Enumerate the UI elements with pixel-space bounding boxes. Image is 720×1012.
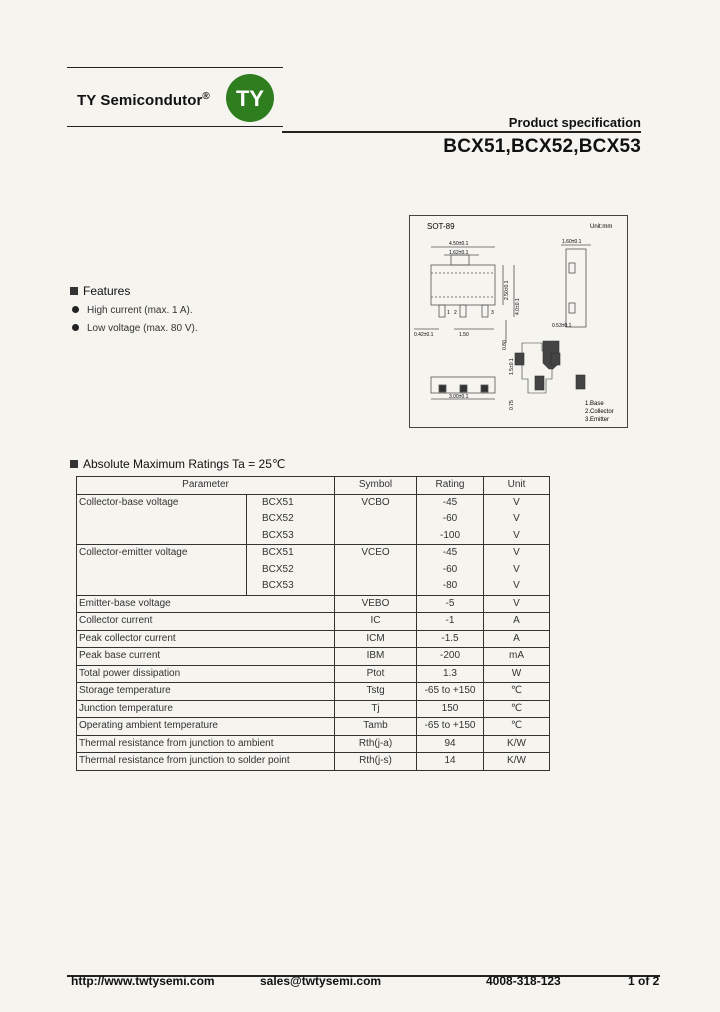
pin-label-3: 3 <box>491 310 494 316</box>
logo-text: TY <box>235 86 265 111</box>
pin-legend-base: 1.Base <box>585 401 604 407</box>
cell-subtype: BCX52 <box>247 562 335 579</box>
table-row <box>77 683 550 701</box>
cell-rating: -65 to +150 <box>417 683 484 701</box>
pin-legend-collector: 2.Collector <box>585 409 614 415</box>
cell-unit: mA <box>484 648 550 666</box>
header-rule-top <box>67 67 283 68</box>
cell-symbol: VEBO <box>335 595 417 613</box>
cell-subtype: BCX51 <box>247 545 335 562</box>
pin-legend-emitter: 3.Emitter <box>585 417 610 423</box>
ratings-heading: Absolute Maximum Ratings Ta = 25℃ <box>70 457 285 471</box>
cell-unit: V <box>484 494 550 511</box>
company-logo <box>225 73 275 123</box>
cell-symbol: Ptot <box>335 665 417 683</box>
footer-website-link[interactable]: http://www.twtysemi.com <box>71 974 215 988</box>
cell-subtype: BCX53 <box>247 528 335 545</box>
cell-rating: -1 <box>417 613 484 631</box>
table-row <box>77 648 550 666</box>
cell-subtype: BCX53 <box>247 578 335 595</box>
cell-rating: 150 <box>417 700 484 718</box>
table-row <box>77 753 550 771</box>
cell-rating: 14 <box>417 753 484 771</box>
spec-label: Product specification <box>508 115 641 130</box>
package-outline-drawing <box>409 215 628 428</box>
header-rule-bottom <box>67 126 283 127</box>
feature-item: High current (max. 1 A). <box>72 305 193 316</box>
cell-parameter: Peak base current <box>77 648 335 666</box>
cell-parameter: Total power dissipation <box>77 665 335 683</box>
cell-unit: K/W <box>484 753 550 771</box>
dim-lead-pitch: 1.50 <box>459 332 469 338</box>
registered-mark: ® <box>202 91 210 102</box>
cell-symbol: Rth(j-s) <box>335 753 417 771</box>
cell-parameter: Junction temperature <box>77 700 335 718</box>
table-row <box>77 735 550 753</box>
cell-symbol: IBM <box>335 648 417 666</box>
cell-rating: -5 <box>417 595 484 613</box>
cell-unit: ℃ <box>484 700 550 718</box>
cell-unit: K/W <box>484 735 550 753</box>
dim-thickness: 0.53±0.1 <box>552 323 572 329</box>
pin-label-2: 2 <box>454 310 457 316</box>
cell-symbol: Tstg <box>335 683 417 701</box>
header-parameter: Parameter <box>77 477 335 495</box>
dim-h3: 0.80 <box>502 340 508 350</box>
table-row <box>77 595 550 613</box>
cell-subtype: BCX52 <box>247 511 335 528</box>
cell-symbol: Rth(j-a) <box>335 735 417 753</box>
cell-rating: -65 to +150 <box>417 718 484 736</box>
absolute-maximum-ratings-table <box>76 476 550 771</box>
cell-parameter: Operating ambient temperature <box>77 718 335 736</box>
package-units: Unit:mm <box>590 224 613 230</box>
cell-rating: -100 <box>417 528 484 545</box>
cell-unit: W <box>484 665 550 683</box>
dim-h5: 0.75 <box>509 400 515 410</box>
dim-span: 3.00±0.1 <box>449 394 469 400</box>
cell-rating: -60 <box>417 562 484 579</box>
cell-rating: 1.3 <box>417 665 484 683</box>
cell-unit: V <box>484 562 550 579</box>
part-numbers: BCX51,BCX52,BCX53 <box>443 136 641 157</box>
cell-symbol: VCBO <box>335 494 417 545</box>
feature-item: Low voltage (max. 80 V). <box>72 323 198 334</box>
square-bullet-icon <box>70 287 78 295</box>
cell-subtype: BCX51 <box>247 494 335 511</box>
table-header-row <box>77 477 550 495</box>
cell-parameter: Collector current <box>77 613 335 631</box>
cell-unit: ℃ <box>484 718 550 736</box>
bullet-icon <box>72 324 79 331</box>
table-row <box>77 545 550 562</box>
features-heading: Features <box>70 284 130 298</box>
footer-phone: 4008-318-123 <box>486 974 561 988</box>
cell-parameter: Peak collector current <box>77 630 335 648</box>
cell-symbol: ICM <box>335 630 417 648</box>
header-rating: Rating <box>417 477 484 495</box>
cell-rating: -80 <box>417 578 484 595</box>
cell-unit: A <box>484 613 550 631</box>
cell-parameter: Storage temperature <box>77 683 335 701</box>
dim-tab-length: 1.62±0.1 <box>449 250 469 256</box>
cell-symbol: IC <box>335 613 417 631</box>
dim-h2: 4.0±0.1 <box>515 298 521 315</box>
cell-rating: -60 <box>417 511 484 528</box>
package-name: SOT-89 <box>427 222 455 231</box>
cell-rating: -45 <box>417 494 484 511</box>
cell-symbol: Tamb <box>335 718 417 736</box>
company-name: TY Semicondutor® <box>77 91 210 109</box>
cell-unit: A <box>484 630 550 648</box>
table-row <box>77 700 550 718</box>
cell-unit: V <box>484 595 550 613</box>
cell-parameter: Emitter-base voltage <box>77 595 335 613</box>
table-row <box>77 494 550 511</box>
cell-parameter: Thermal resistance from junction to solder point <box>77 753 335 771</box>
dim-h4: 1.5±0.1 <box>509 358 515 375</box>
dim-body-length: 4.50±0.1 <box>449 241 469 247</box>
table-row <box>77 630 550 648</box>
cell-rating: -200 <box>417 648 484 666</box>
dim-lead-width: 0.42±0.1 <box>414 332 434 338</box>
cell-unit: V <box>484 545 550 562</box>
cell-symbol: Tj <box>335 700 417 718</box>
dim-height: 1.60±0.1 <box>562 239 582 245</box>
cell-rating: 94 <box>417 735 484 753</box>
cell-unit: ℃ <box>484 683 550 701</box>
table-row <box>77 665 550 683</box>
table-row <box>77 718 550 736</box>
cell-parameter: Thermal resistance from junction to ambient <box>77 735 335 753</box>
cell-unit: V <box>484 511 550 528</box>
table-row <box>77 613 550 631</box>
dim-h1: 2.50±0.1 <box>504 280 510 300</box>
cell-rating: -1.5 <box>417 630 484 648</box>
cell-parameter: Collector-base voltage <box>77 494 247 545</box>
cell-symbol: VCEO <box>335 545 417 596</box>
square-bullet-icon <box>70 460 78 468</box>
header-rule-long <box>282 131 641 133</box>
header-symbol: Symbol <box>335 477 417 495</box>
cell-rating: -45 <box>417 545 484 562</box>
cell-unit: V <box>484 528 550 545</box>
footer-email-link[interactable]: sales@twtysemi.com <box>260 974 382 988</box>
header-unit: Unit <box>484 477 550 495</box>
cell-parameter: Collector-emitter voltage <box>77 545 247 596</box>
footer-page-number: 1 of 2 <box>628 974 660 988</box>
cell-unit: V <box>484 578 550 595</box>
bullet-icon <box>72 306 79 313</box>
pin-label-1: 1 <box>447 310 450 316</box>
